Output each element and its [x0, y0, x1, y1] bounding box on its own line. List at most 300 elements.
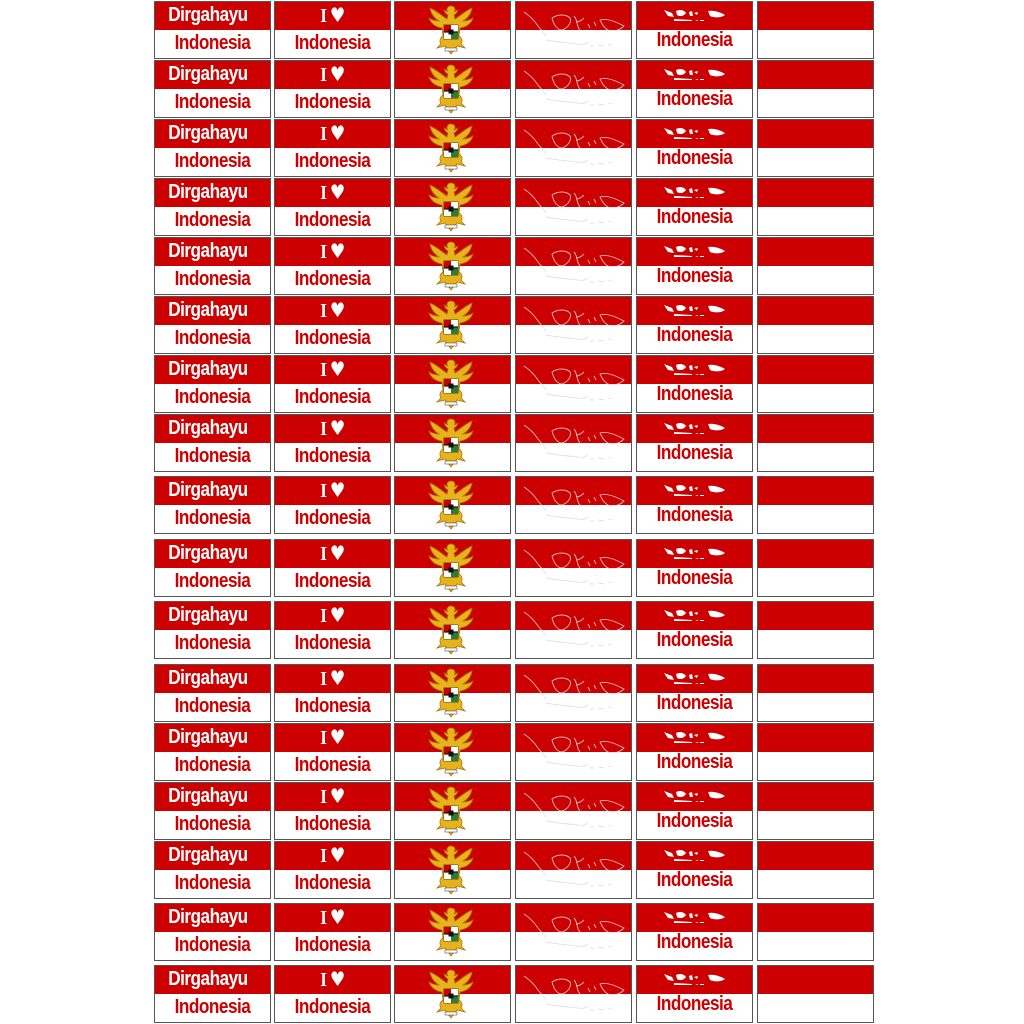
garuda-emblem-icon	[425, 724, 477, 780]
sticker-map-outline	[515, 664, 632, 722]
sticker-line-2: Indonesia	[656, 324, 733, 346]
indonesia-map-silhouette-icon	[662, 67, 727, 81]
sticker-line-1: Dirgahayu	[168, 479, 248, 501]
sticker-i-love	[274, 664, 391, 722]
flag-white-band	[758, 148, 873, 176]
sticker-map-outline	[515, 237, 632, 295]
sticker-line-2: Indonesia	[656, 265, 733, 287]
sticker-line-2: Indonesia	[656, 993, 733, 1015]
sticker-line-2: Indonesia	[294, 813, 371, 835]
sticker-line-2: Indonesia	[294, 754, 371, 776]
sticker-plain-flag	[757, 601, 874, 659]
sticker-dirgahayu	[154, 903, 271, 961]
garuda-emblem-icon	[425, 966, 477, 1022]
heart-icon: ♥	[329, 478, 345, 502]
sticker-row	[0, 237, 1024, 295]
indonesia-map-silhouette-icon	[662, 362, 727, 376]
sticker-line-1	[283, 602, 382, 629]
sticker-line-1: Dirgahayu	[168, 726, 248, 748]
indonesia-map-outline-icon	[516, 120, 631, 176]
sticker-line-1: Dirgahayu	[168, 667, 248, 689]
sticker-plain-flag	[757, 60, 874, 118]
sticker-row	[0, 841, 1024, 899]
sticker-plain-flag	[757, 296, 874, 354]
sticker-i-love	[274, 539, 391, 597]
heart-icon: ♥	[329, 239, 345, 263]
flag-red-band	[758, 238, 873, 266]
sticker-map-indonesia	[636, 782, 753, 840]
sticker-line-2: Indonesia	[294, 695, 371, 717]
sticker-map-indonesia	[636, 841, 753, 899]
garuda-emblem-icon	[425, 179, 477, 235]
heart-icon: ♥	[329, 905, 345, 929]
sticker-row	[0, 664, 1024, 722]
flag-red-band	[758, 120, 873, 148]
sticker-plain-flag	[757, 539, 874, 597]
heart-icon: ♥	[329, 603, 345, 627]
indonesia-map-silhouette-icon	[662, 972, 727, 986]
sticker-line-2: Indonesia	[174, 268, 251, 290]
garuda-emblem-icon	[425, 783, 477, 839]
sticker-map-indonesia	[636, 237, 753, 295]
sticker-map-outline	[515, 414, 632, 472]
sticker-map-outline	[515, 723, 632, 781]
sticker-i-love	[274, 237, 391, 295]
sticker-row	[0, 965, 1024, 1023]
sticker-garuda	[394, 601, 511, 659]
sticker-map-indonesia	[636, 965, 753, 1023]
sticker-dirgahayu	[154, 119, 271, 177]
heart-icon: ♥	[329, 666, 345, 690]
heart-icon: ♥	[329, 3, 345, 27]
sticker-line-1: Dirgahayu	[168, 417, 248, 439]
sticker-line-2: Indonesia	[294, 386, 371, 408]
sticker-map-outline	[515, 965, 632, 1023]
sticker-plain-flag	[757, 237, 874, 295]
sticker-line-2: Indonesia	[294, 445, 371, 467]
sticker-line-1: Dirgahayu	[168, 542, 248, 564]
sticker-line-2: Indonesia	[656, 931, 733, 953]
sticker-map-outline	[515, 782, 632, 840]
sticker-line-1	[283, 724, 382, 751]
sticker-map-indonesia	[636, 539, 753, 597]
sticker-i-love	[274, 414, 391, 472]
sticker-line-2: Indonesia	[656, 88, 733, 110]
indonesia-map-silhouette-icon	[662, 303, 727, 317]
letter-i: I	[320, 969, 327, 991]
sticker-line-2: Indonesia	[656, 567, 733, 589]
indonesia-map-silhouette-icon	[662, 8, 727, 22]
sticker-line-1: Dirgahayu	[168, 122, 248, 144]
garuda-emblem-icon	[425, 665, 477, 721]
sticker-line-2: Indonesia	[656, 147, 733, 169]
sticker-map-outline	[515, 1, 632, 59]
sticker-garuda	[394, 782, 511, 840]
sticker-row	[0, 539, 1024, 597]
sticker-line-1	[283, 61, 382, 88]
heart-icon: ♥	[329, 843, 345, 867]
indonesia-map-outline-icon	[516, 61, 631, 117]
flag-white-band	[758, 994, 873, 1022]
heart-icon: ♥	[329, 180, 345, 204]
sticker-line-2: Indonesia	[656, 442, 733, 464]
garuda-emblem-icon	[425, 61, 477, 117]
garuda-emblem-icon	[425, 477, 477, 533]
indonesia-map-outline-icon	[516, 179, 631, 235]
sticker-plain-flag	[757, 664, 874, 722]
sticker-row	[0, 782, 1024, 840]
indonesia-map-silhouette-icon	[662, 910, 727, 924]
sticker-garuda	[394, 60, 511, 118]
garuda-emblem-icon	[425, 602, 477, 658]
garuda-emblem-icon	[425, 238, 477, 294]
flag-white-band	[758, 870, 873, 898]
sticker-line-2: Indonesia	[174, 570, 251, 592]
indonesia-map-outline-icon	[516, 724, 631, 780]
sticker-line-1	[283, 904, 382, 931]
indonesia-map-outline-icon	[516, 783, 631, 839]
sticker-line-2: Indonesia	[174, 632, 251, 654]
sticker-line-2: Indonesia	[294, 268, 371, 290]
flag-white-band	[758, 505, 873, 533]
sticker-line-2: Indonesia	[656, 751, 733, 773]
heart-icon: ♥	[329, 357, 345, 381]
sticker-line-1: Dirgahayu	[168, 844, 248, 866]
sticker-line-1	[283, 540, 382, 567]
flag-white-band	[758, 89, 873, 117]
sticker-line-1: Dirgahayu	[168, 604, 248, 626]
sticker-map-outline	[515, 903, 632, 961]
garuda-emblem-icon	[425, 356, 477, 412]
sticker-line-2: Indonesia	[294, 32, 371, 54]
sticker-garuda	[394, 355, 511, 413]
sticker-garuda	[394, 965, 511, 1023]
indonesia-map-silhouette-icon	[662, 671, 727, 685]
heart-icon: ♥	[329, 298, 345, 322]
sticker-map-indonesia	[636, 355, 753, 413]
indonesia-map-silhouette-icon	[662, 483, 727, 497]
sticker-garuda	[394, 119, 511, 177]
indonesia-map-outline-icon	[516, 602, 631, 658]
indonesia-map-silhouette-icon	[662, 848, 727, 862]
sticker-line-1	[283, 477, 382, 504]
sticker-garuda	[394, 664, 511, 722]
sticker-plain-flag	[757, 178, 874, 236]
flag-red-band	[758, 297, 873, 325]
sticker-dirgahayu	[154, 1, 271, 59]
indonesia-map-silhouette-icon	[662, 608, 727, 622]
flag-red-band	[758, 477, 873, 505]
sticker-map-outline	[515, 178, 632, 236]
garuda-emblem-icon	[425, 842, 477, 898]
sticker-plain-flag	[757, 119, 874, 177]
garuda-emblem-icon	[425, 415, 477, 471]
sticker-map-outline	[515, 601, 632, 659]
sticker-garuda	[394, 178, 511, 236]
sticker-garuda	[394, 476, 511, 534]
sticker-row	[0, 178, 1024, 236]
sticker-line-2: Indonesia	[174, 386, 251, 408]
sticker-line-1	[283, 179, 382, 206]
flag-white-band	[758, 266, 873, 294]
flag-white-band	[758, 568, 873, 596]
flag-red-band	[758, 415, 873, 443]
indonesia-map-silhouette-icon	[662, 789, 727, 803]
sticker-line-2: Indonesia	[174, 996, 251, 1018]
sticker-line-1	[283, 783, 382, 810]
sticker-line-2: Indonesia	[656, 504, 733, 526]
indonesia-map-outline-icon	[516, 2, 631, 58]
flag-red-band	[758, 61, 873, 89]
sticker-map-outline	[515, 355, 632, 413]
sticker-line-2: Indonesia	[294, 996, 371, 1018]
sticker-line-2: Indonesia	[294, 872, 371, 894]
sticker-line-2: Indonesia	[174, 150, 251, 172]
sticker-map-indonesia	[636, 1, 753, 59]
sticker-line-2: Indonesia	[174, 813, 251, 835]
sticker-plain-flag	[757, 414, 874, 472]
sticker-line-2: Indonesia	[656, 869, 733, 891]
sticker-line-1: Dirgahayu	[168, 181, 248, 203]
garuda-emblem-icon	[425, 120, 477, 176]
garuda-emblem-icon	[425, 904, 477, 960]
garuda-emblem-icon	[425, 2, 477, 58]
sticker-line-2: Indonesia	[656, 629, 733, 651]
indonesia-map-outline-icon	[516, 842, 631, 898]
heart-icon: ♥	[329, 416, 345, 440]
sticker-line-2: Indonesia	[174, 695, 251, 717]
sticker-line-2: Indonesia	[294, 570, 371, 592]
sticker-line-1: Dirgahayu	[168, 785, 248, 807]
sticker-dirgahayu	[154, 414, 271, 472]
sticker-line-2: Indonesia	[294, 507, 371, 529]
sticker-line-1	[283, 356, 382, 383]
sticker-garuda	[394, 841, 511, 899]
flag-red-band	[758, 602, 873, 630]
sticker-map-outline	[515, 539, 632, 597]
sticker-line-2: Indonesia	[174, 507, 251, 529]
indonesia-map-outline-icon	[516, 477, 631, 533]
sticker-dirgahayu	[154, 965, 271, 1023]
flag-white-band	[758, 932, 873, 960]
sticker-line-1: Dirgahayu	[168, 358, 248, 380]
sticker-i-love	[274, 296, 391, 354]
sticker-line-2: Indonesia	[174, 934, 251, 956]
flag-red-band	[758, 540, 873, 568]
sticker-i-love	[274, 60, 391, 118]
sticker-garuda	[394, 1, 511, 59]
heart-icon: ♥	[329, 725, 345, 749]
letter-i: I	[320, 668, 327, 690]
sticker-line-2: Indonesia	[174, 32, 251, 54]
sticker-line-1	[283, 966, 382, 993]
indonesia-map-silhouette-icon	[662, 126, 727, 140]
flag-white-band	[758, 30, 873, 58]
flag-white-band	[758, 207, 873, 235]
sticker-dirgahayu	[154, 601, 271, 659]
indonesia-map-outline-icon	[516, 966, 631, 1022]
sticker-i-love	[274, 903, 391, 961]
flag-white-band	[758, 325, 873, 353]
letter-i: I	[320, 480, 327, 502]
sticker-garuda	[394, 539, 511, 597]
sticker-i-love	[274, 782, 391, 840]
sticker-garuda	[394, 903, 511, 961]
sticker-dirgahayu	[154, 476, 271, 534]
sticker-map-indonesia	[636, 601, 753, 659]
flag-white-band	[758, 630, 873, 658]
indonesia-map-outline-icon	[516, 904, 631, 960]
indonesia-map-outline-icon	[516, 665, 631, 721]
flag-red-band	[758, 783, 873, 811]
flag-white-band	[758, 384, 873, 412]
sticker-dirgahayu	[154, 60, 271, 118]
indonesia-map-outline-icon	[516, 297, 631, 353]
sticker-line-2: Indonesia	[174, 91, 251, 113]
flag-red-band	[758, 179, 873, 207]
letter-i: I	[320, 727, 327, 749]
sticker-row	[0, 476, 1024, 534]
sticker-i-love	[274, 119, 391, 177]
garuda-emblem-icon	[425, 540, 477, 596]
sticker-i-love	[274, 355, 391, 413]
indonesia-map-outline-icon	[516, 540, 631, 596]
indonesia-map-silhouette-icon	[662, 244, 727, 258]
heart-icon: ♥	[329, 541, 345, 565]
indonesia-map-outline-icon	[516, 238, 631, 294]
sticker-line-1: Dirgahayu	[168, 968, 248, 990]
sticker-map-outline	[515, 119, 632, 177]
sticker-plain-flag	[757, 841, 874, 899]
sticker-line-2: Indonesia	[294, 632, 371, 654]
letter-i: I	[320, 786, 327, 808]
sticker-line-2: Indonesia	[174, 209, 251, 231]
sticker-line-2: Indonesia	[174, 754, 251, 776]
sticker-dirgahayu	[154, 296, 271, 354]
sticker-row	[0, 903, 1024, 961]
sticker-row	[0, 60, 1024, 118]
indonesia-map-silhouette-icon	[662, 421, 727, 435]
sticker-garuda	[394, 723, 511, 781]
sticker-map-indonesia	[636, 723, 753, 781]
sticker-line-1: Dirgahayu	[168, 906, 248, 928]
sticker-dirgahayu	[154, 355, 271, 413]
sticker-map-indonesia	[636, 60, 753, 118]
letter-i: I	[320, 907, 327, 929]
heart-icon: ♥	[329, 784, 345, 808]
sticker-line-1: Dirgahayu	[168, 63, 248, 85]
sticker-line-1	[283, 238, 382, 265]
letter-i: I	[320, 300, 327, 322]
flag-red-band	[758, 904, 873, 932]
sticker-line-1: Dirgahayu	[168, 4, 248, 26]
sticker-line-2: Indonesia	[174, 327, 251, 349]
letter-i: I	[320, 418, 327, 440]
garuda-emblem-icon	[425, 297, 477, 353]
heart-icon: ♥	[329, 967, 345, 991]
sticker-dirgahayu	[154, 782, 271, 840]
sticker-map-indonesia	[636, 476, 753, 534]
indonesia-map-silhouette-icon	[662, 185, 727, 199]
flag-white-band	[758, 693, 873, 721]
sticker-line-2: Indonesia	[174, 872, 251, 894]
sticker-line-2: Indonesia	[294, 91, 371, 113]
sticker-map-indonesia	[636, 119, 753, 177]
sticker-dirgahayu	[154, 664, 271, 722]
sticker-line-1: Dirgahayu	[168, 299, 248, 321]
sticker-plain-flag	[757, 723, 874, 781]
sticker-plain-flag	[757, 965, 874, 1023]
flag-red-band	[758, 2, 873, 30]
sticker-line-2: Indonesia	[656, 206, 733, 228]
letter-i: I	[320, 182, 327, 204]
sticker-garuda	[394, 414, 511, 472]
sticker-map-indonesia	[636, 296, 753, 354]
sticker-i-love	[274, 476, 391, 534]
sticker-plain-flag	[757, 903, 874, 961]
flag-white-band	[758, 443, 873, 471]
sticker-line-2: Indonesia	[294, 150, 371, 172]
flag-red-band	[758, 966, 873, 994]
flag-red-band	[758, 665, 873, 693]
indonesia-map-outline-icon	[516, 415, 631, 471]
sticker-line-1	[283, 665, 382, 692]
sticker-line-1	[283, 297, 382, 324]
flag-red-band	[758, 724, 873, 752]
sticker-map-indonesia	[636, 903, 753, 961]
sticker-line-2: Indonesia	[294, 327, 371, 349]
letter-i: I	[320, 241, 327, 263]
sticker-line-1	[283, 120, 382, 147]
sticker-i-love	[274, 178, 391, 236]
sticker-line-1: Dirgahayu	[168, 240, 248, 262]
sticker-map-outline	[515, 60, 632, 118]
flag-white-band	[758, 752, 873, 780]
sticker-line-2: Indonesia	[656, 29, 733, 51]
indonesia-map-silhouette-icon	[662, 730, 727, 744]
sticker-dirgahayu	[154, 539, 271, 597]
sticker-row	[0, 723, 1024, 781]
sticker-i-love	[274, 965, 391, 1023]
sticker-map-outline	[515, 296, 632, 354]
sticker-i-love	[274, 601, 391, 659]
sticker-dirgahayu	[154, 237, 271, 295]
sticker-line-2: Indonesia	[294, 934, 371, 956]
sticker-line-2: Indonesia	[656, 810, 733, 832]
sticker-row	[0, 355, 1024, 413]
heart-icon: ♥	[329, 62, 345, 86]
sticker-dirgahayu	[154, 841, 271, 899]
letter-i: I	[320, 605, 327, 627]
sticker-row	[0, 1, 1024, 59]
letter-i: I	[320, 64, 327, 86]
heart-icon: ♥	[329, 121, 345, 145]
flag-red-band	[758, 842, 873, 870]
letter-i: I	[320, 359, 327, 381]
sticker-dirgahayu	[154, 723, 271, 781]
sticker-i-love	[274, 1, 391, 59]
sticker-garuda	[394, 237, 511, 295]
letter-i: I	[320, 5, 327, 27]
sticker-line-2: Indonesia	[656, 692, 733, 714]
indonesia-map-outline-icon	[516, 356, 631, 412]
sticker-map-indonesia	[636, 178, 753, 236]
sticker-map-outline	[515, 476, 632, 534]
sticker-line-2: Indonesia	[294, 209, 371, 231]
sticker-row	[0, 296, 1024, 354]
letter-i: I	[320, 123, 327, 145]
flag-white-band	[758, 811, 873, 839]
